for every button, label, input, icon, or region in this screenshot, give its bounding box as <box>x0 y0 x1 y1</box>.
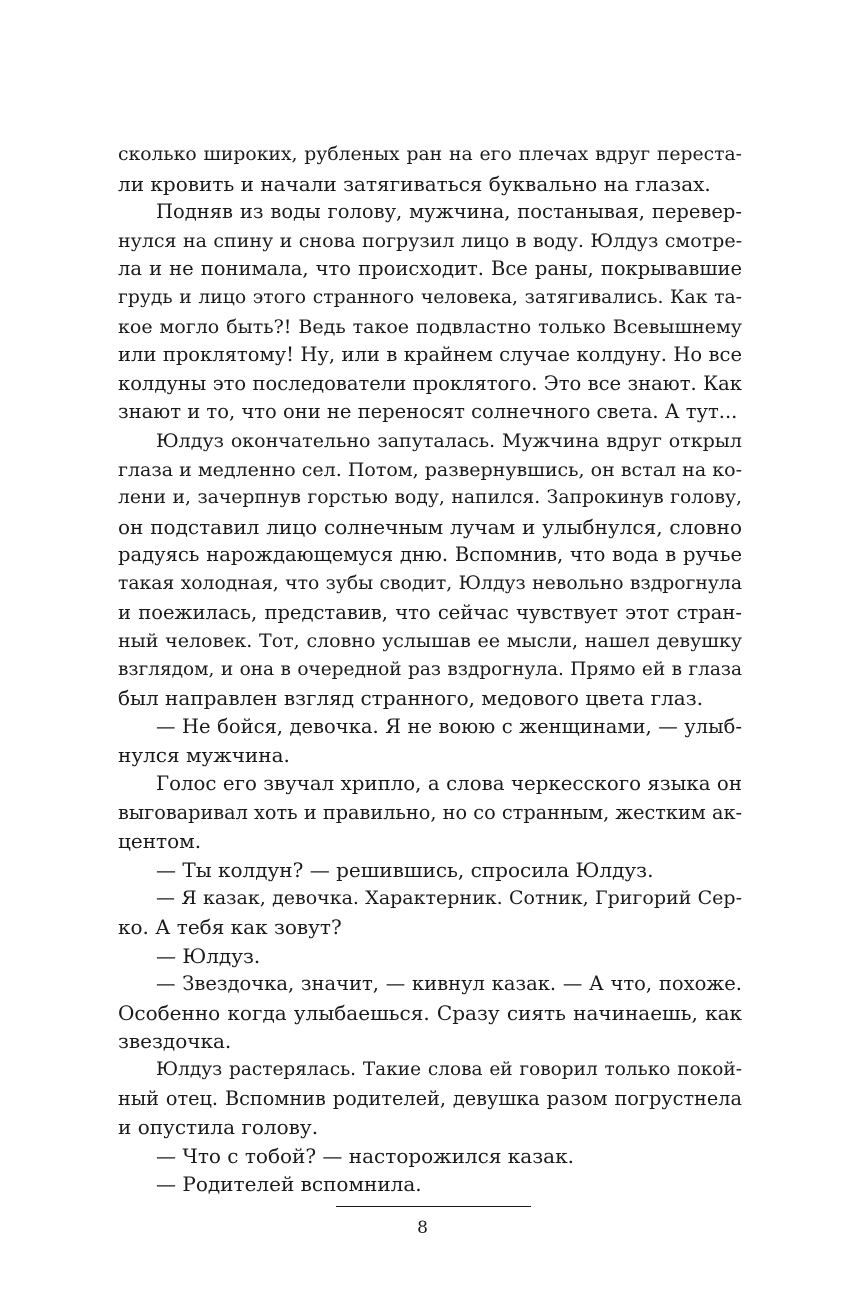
text-line: такая холодная, что зубы сводит, Юлдуз невольно вздрогнула <box>118 572 742 594</box>
text-line: Подняв из воды голову, мужчина, постанывая, перевер- <box>156 200 742 224</box>
text-line: знают и то, что они не переносят солнечного света. А тут... <box>118 400 738 424</box>
text-line: взглядом, и она в очередной раз вздрогнула. Прямо ей в глаза <box>118 658 742 680</box>
text-line: Юлдуз растерялась. Такие слова ей говорил только покой- <box>156 1059 742 1080</box>
text-line: ный отец. Вспомнив родителей, девушка разом погрустнела <box>118 1086 742 1110</box>
text-line: Особенно когда улыбаешься. Сразу сиять начинаешь, как <box>118 1000 742 1025</box>
text-line: нулся мужчина. <box>118 743 290 768</box>
text-line: — Ты колдун? — решившись, спросила Юлдуз. <box>156 857 654 882</box>
text-line: или проклятому! Ну, или в крайнем случае колдуну. Но все <box>118 343 742 367</box>
text-line: центом. <box>118 829 202 854</box>
text-line: выговаривал хоть и правильно, но со странным, жестким ак- <box>118 800 742 824</box>
text-line: ла и не понимала, что происходит. Все раны, покрывавшие <box>118 257 742 281</box>
text-line: — Юлдуз. <box>156 943 261 968</box>
text-line: и поежилась, представив, что сейчас чувствует этот стран- <box>118 600 742 624</box>
text-line: ко. А тебя как зовут? <box>118 915 342 940</box>
page-number: 8 <box>417 1218 428 1238</box>
text-line: радуясь нарождающемуся дню. Вспомнив, что вода в ручье <box>118 543 742 567</box>
text-line: Голос его звучал хрипло, а слова черкесского языка он <box>156 772 742 796</box>
text-line: ный человек. Тот, словно услышав ее мысли, нашел девушку <box>118 630 742 653</box>
text-line: был направлен взгляд странного, медового цвета глаз. <box>118 686 703 711</box>
text-line: — Я казак, девочка. Характерник. Сотник, Григорий Сер- <box>156 887 742 910</box>
text-line: — Не бойся, девочка. Я не воюю с женщинами, — улыб- <box>156 714 742 738</box>
text-line: сколько широких, рубленых ран на его плечах вдруг переста- <box>118 144 742 165</box>
text-line: звездочка. <box>118 1029 232 1054</box>
text-line: и опустила голову. <box>118 1115 319 1140</box>
text-line: — Что с тобой? — насторожился казак. <box>156 1143 574 1168</box>
text-line: — Звездочка, значит, — кивнул казак. — А что, похоже. <box>156 972 742 996</box>
text-line: он подставил лицо солнечным лучам и улыбнулся, словно <box>118 514 742 539</box>
text-line: кое могло быть?! Ведь такое подвластно только Всевышнему <box>118 315 742 338</box>
footer-rule <box>336 1206 531 1207</box>
text-line: глаза и медленно сел. Потом, развернувшись, он встал на ко- <box>118 458 742 481</box>
text-line: грудь и лицо этого странного человека, затягивались. Как та- <box>118 286 742 308</box>
text-line: — Родителей вспомнила. <box>156 1172 422 1197</box>
text-line: колдуны это последователи проклятого. Это все знают. Как <box>118 371 742 395</box>
text-line: лени и, зачерпнув горстью воду, напился. Запрокинув голову, <box>118 487 742 509</box>
body-text <box>118 141 742 1199</box>
text-line: ли кровить и начали затягиваться буквально на глазах. <box>118 171 711 196</box>
text-line: нулся на спину и снова погрузил лицо в воду. Юлдуз смотре- <box>118 229 742 252</box>
text-line: Юлдуз окончательно запуталась. Мужчина вдруг открыл <box>156 429 742 452</box>
